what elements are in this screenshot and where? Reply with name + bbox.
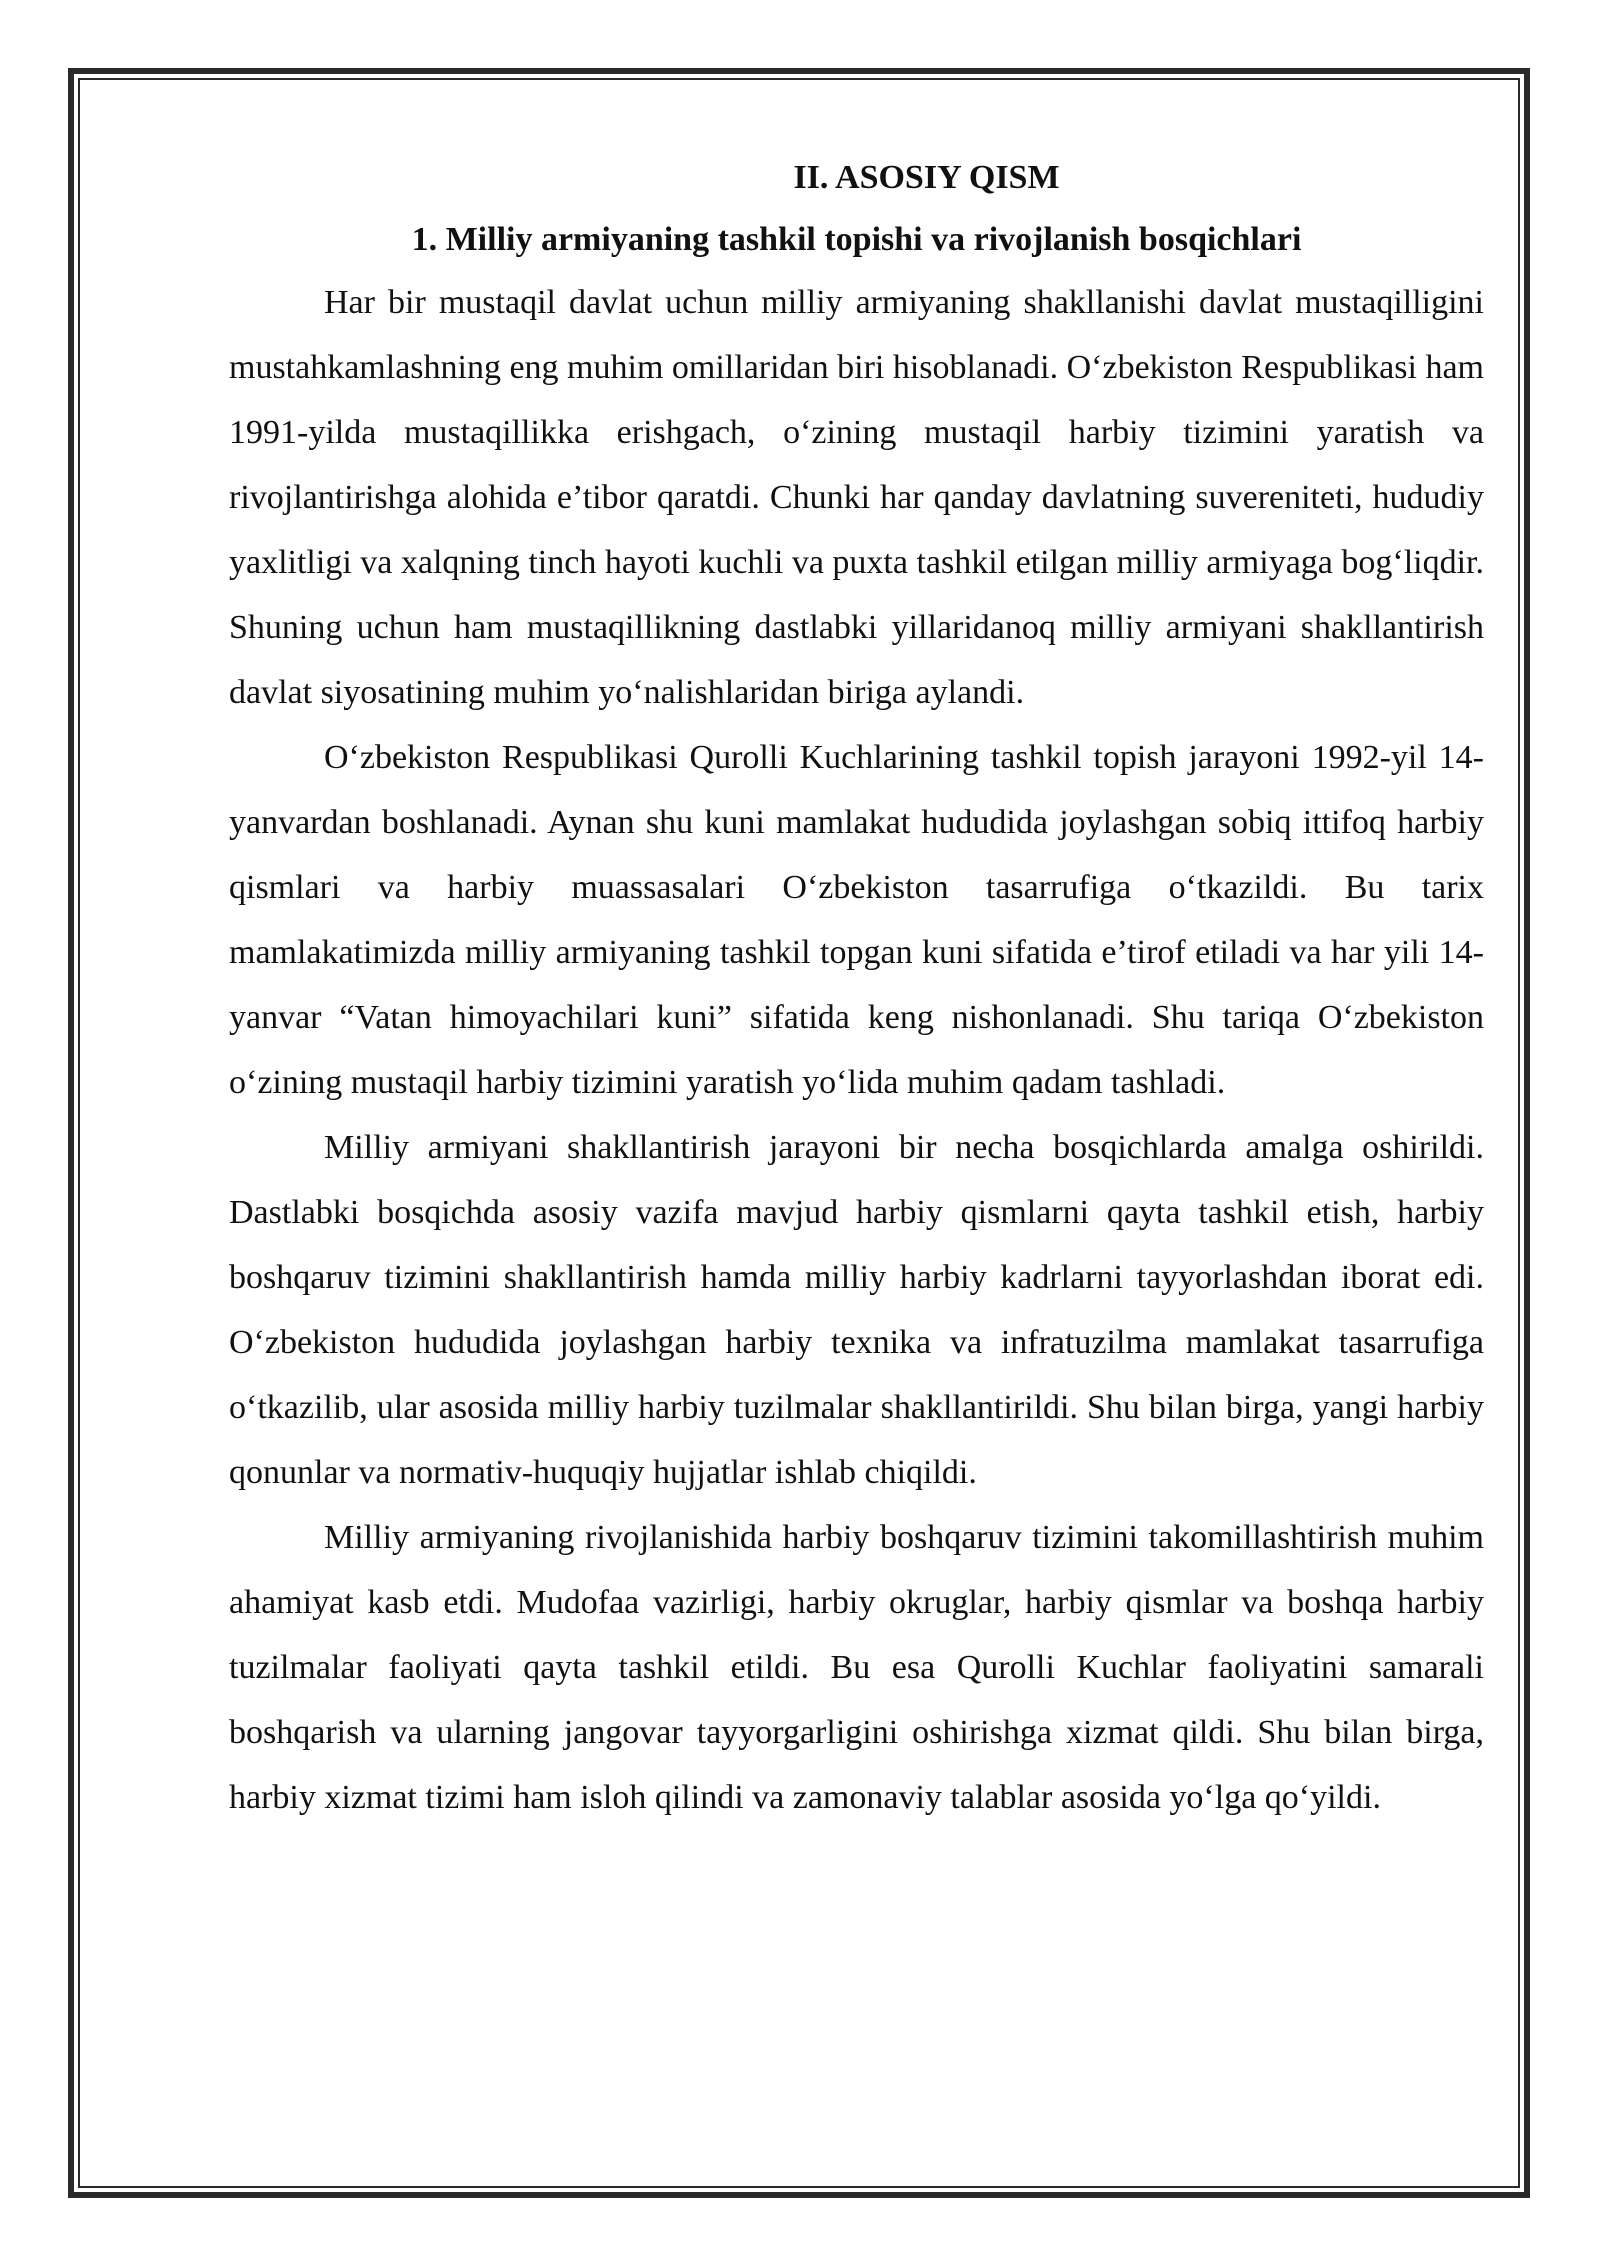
section-heading: II. ASOSIY QISM: [793, 159, 1060, 196]
paragraph-3: Milliy armiyani shakllantirish jarayoni bir necha bosqichlarda amalga oshirildi. Dastlabki bosqichda asosiy vazifa mavjud harbiy qismlarni qayta tashkil etish, harbiy boshqaruv tizimini shakllantirish hamda milliy harbiy kadrlarni tayyorlashdan iborat edi. O‘zbekiston hududida joylashgan harbiy texnika va infratuzilma mamlakat tasarrufiga o‘tkazilib, ular asosida milliy harbiy tuzilmalar shakllantirildi. Shu bilan birga, yangi harbiy qonunlar va normativ-huquqiy hujjatlar ishlab chiqildi.: [229, 1129, 1484, 1491]
paragraph-2: O‘zbekiston Respublikasi Qurolli Kuchlarining tashkil topish jarayoni 1992-yil 14-yanvardan boshlanadi. Aynan shu kuni mamlakat hududida joylashgan sobiq ittifoq harbiy qismlari va harbiy muassasalari O‘zbekiston tasarrufiga o‘tkazildi. Bu tarix mamlakatimizda milliy armiyaning tashkil topgan kuni sifatida e’tirof etiladi va har yili 14-yanvar “Vatan himoyachilari kuni” sifatida keng nishonlanadi. Shu tariqa O‘zbekiston o‘zining mustaqil harbiy tizimini yaratish yo‘lida muhim qadam tashladi.: [229, 739, 1484, 1101]
paragraph-4: Milliy armiyaning rivojlanishida harbiy boshqaruv tizimini takomillashtirish muhim ahamiyat kasb etdi. Mudofaa vazirligi, harbiy okruglar, harbiy qismlar va boshqa harbiy tuzilmalar faoliyati qayta tashkil etildi. Bu esa Qurolli Kuchlar faoliyatini samarali boshqarish va ularning jangovar tayyorgarligini oshirishga xizmat qildi. Shu bilan birga, harbiy xizmat tizimi ham isloh qilindi va zamonaviy talablar asosida yo‘lga qo‘yildi.: [229, 1519, 1484, 1816]
subsection-heading: 1. Milliy armiyaning tashkil topishi va rivojlanish bosqichlari: [411, 221, 1302, 258]
document-body: [229, 148, 1484, 1830]
paragraph-1: Har bir mustaqil davlat uchun milliy armiyaning shakllanishi davlat mustaqilligini mustahkamlashning eng muhim omillaridan biri hisoblanadi. O‘zbekiston Respublikasi ham 1991-yilda mustaqillikka erishgach, o‘zining mustaqil harbiy tizimini yaratish va rivojlantirishga alohida e’tibor qaratdi. Chunki har qanday davlatning suvereniteti, hududiy yaxlitligi va xalqning tinch hayoti kuchli va puxta tashkil etilgan milliy armiyaga bog‘liqdir. Shuning uchun ham mustaqillikning dastlabki yillaridanoq milliy armiyani shakllantirish davlat siyosatining muhim yo‘nalishlaridan biriga aylandi.: [229, 284, 1484, 711]
